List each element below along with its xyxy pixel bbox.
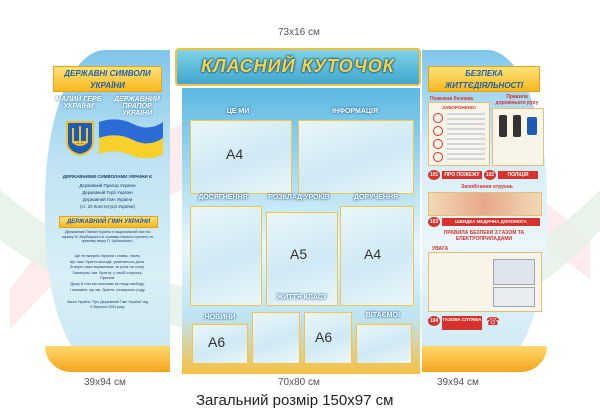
flag-icon — [97, 116, 165, 158]
anthem-line: Згинуть наші воріженьки, як роса на сонці. — [70, 265, 145, 270]
ambulance: ШВИДКА МЕДИЧНА ДОПОМОГА — [442, 218, 540, 226]
section-we-label: ЦЕ МИ — [226, 108, 250, 115]
anthem-intro: Державним Гімном України є національний гімн на музику М. Вербицького зі словами першого куплету та приспіву твору П. Чубинського. — [62, 230, 153, 244]
dimension-right: 39x94 см — [437, 377, 479, 388]
dimension-top: 73x16 см — [278, 27, 320, 38]
code-fire: 101 — [429, 172, 439, 178]
forbidden-icon — [433, 152, 443, 162]
coat-of-arms-icon — [65, 120, 95, 156]
section-news-label: НОВИНИ — [204, 314, 236, 321]
anthem-line: І покажем, що ми, браття, козацького роду. — [69, 287, 146, 292]
anthem-line: Ще нам, браття молодії, усміхнеться доля. — [69, 259, 146, 264]
anthem-line: Ще не вмерла України і слава, і воля, — [74, 254, 141, 258]
coat-label: МАЛИЙ ГЕРБ УКРАЇНИ — [55, 96, 102, 110]
anthem-line: Запануєм і ми, браття, у своїй сторонці. — [72, 270, 143, 275]
anthem-title: ДЕРЖАВНИЙ ГІМН УКРАЇНИ — [59, 216, 158, 228]
forbidden-label: ЗАБОРОНЕНО! — [442, 105, 476, 110]
traffic-rules-label: Правила дорожнього руху — [495, 94, 539, 106]
section-achievements-label: ДОСЯГНЕННЯ — [198, 194, 248, 201]
section-life-label: ЖИТТЯ КЛАСУ — [276, 294, 328, 301]
attention-label: УВАГА — [432, 246, 449, 252]
call-fire: ПРО ПОЖЕЖУ — [442, 171, 482, 179]
anthem-lines — [57, 254, 158, 293]
dimension-center: 70x80 см — [278, 377, 320, 388]
socket-icon — [493, 287, 535, 307]
symbols-heading: ДЕРЖАВНИМИ СИМВОЛАМИ УКРАЇНИ Є — [62, 174, 153, 179]
dimension-left: 39x94 см — [84, 377, 126, 388]
center-title: КЛАСНИЙ КУТОЧОК — [201, 56, 395, 76]
code-police: 102 — [485, 172, 495, 178]
format-a5: А5 — [290, 246, 308, 262]
forbidden-icons — [433, 113, 443, 162]
anthem-law: Закон України "Про Державний Гімн України" від 6 березня 2003 року — [67, 300, 148, 309]
flag-label: ДЕРЖАВНИЙ ПРАПОР УКРАЇНИ — [114, 96, 160, 117]
pocket-life-1 — [252, 312, 300, 364]
section-congrats-label: ВІТАЄМО! — [365, 312, 401, 319]
right-panel-bottom-band — [422, 346, 547, 372]
call-police: ПОЛІЦІЯ — [498, 171, 538, 179]
total-size: Загальний розмір 150x97 см — [196, 392, 394, 409]
traffic-light-icon — [513, 115, 521, 137]
forbidden-icon — [433, 139, 443, 149]
gas-rules-block — [428, 252, 542, 312]
fire-extinguisher-icon — [447, 113, 485, 161]
forbidden-icon — [433, 126, 443, 136]
gas-stove-icon — [493, 259, 535, 285]
format-a6-left: А6 — [208, 334, 226, 350]
right-panel — [422, 50, 547, 372]
section-duty-label: ДОРУЧЕННЯ — [353, 194, 399, 201]
forbidden-icon — [433, 113, 443, 123]
center-panel — [182, 88, 420, 374]
code-gas: 104 — [429, 318, 439, 324]
poisoning-label: Запобігання отруєнь — [461, 184, 513, 190]
section-schedule-label: РОЗКЛАД УРОКІВ — [268, 194, 330, 201]
format-a4-right: А4 — [364, 246, 382, 262]
left-panel-title: ДЕРЖАВНІ СИМВОЛИ УКРАЇНИ — [53, 66, 162, 92]
symbol-item: Державний Прапор України — [79, 183, 136, 188]
left-panel — [45, 50, 170, 372]
format-a6-mid: А6 — [315, 329, 333, 345]
pocket-info — [298, 120, 414, 194]
right-panel-title: БЕЗПЕКА ЖИТТЄДІЯЛЬНОСТІ — [428, 66, 540, 92]
gas-service: ГАЗОВА СЛУЖБА — [442, 316, 482, 330]
gas-rules-label: ПРАВИЛА БЕЗПЕКИ З ГАЗОМ ТА ЕЛЕКТРОПРИЛАДАМИ — [443, 230, 525, 242]
symbol-item: Державний Гімн України — [82, 197, 133, 202]
format-a4-top: А4 — [226, 146, 244, 162]
fire-safety-label: Пожежна безпека — [430, 96, 473, 102]
traffic-light-icon — [499, 115, 507, 137]
symbols-list — [55, 182, 160, 210]
pedestrian-icon — [527, 117, 537, 135]
symbol-item: (ст. 20 Конституції України) — [80, 204, 135, 209]
phone-icon: ☎ — [486, 316, 500, 328]
symbol-item: Державний Герб України — [82, 190, 133, 195]
anthem-line: Душу й тіло ми положим за нашу свободу, — [70, 281, 145, 286]
code-ambulance: 103 — [429, 219, 439, 225]
pocket-congrats — [356, 324, 412, 364]
left-panel-bottom-band — [45, 346, 170, 372]
traffic-rules-block — [492, 108, 544, 166]
anthem-line: Приспів: — [100, 276, 115, 281]
section-info-label: ІНФОРМАЦІЯ — [332, 108, 378, 115]
pocket-achievements — [190, 206, 262, 306]
poisoning-block — [428, 192, 542, 216]
fire-safety-block — [428, 102, 490, 166]
